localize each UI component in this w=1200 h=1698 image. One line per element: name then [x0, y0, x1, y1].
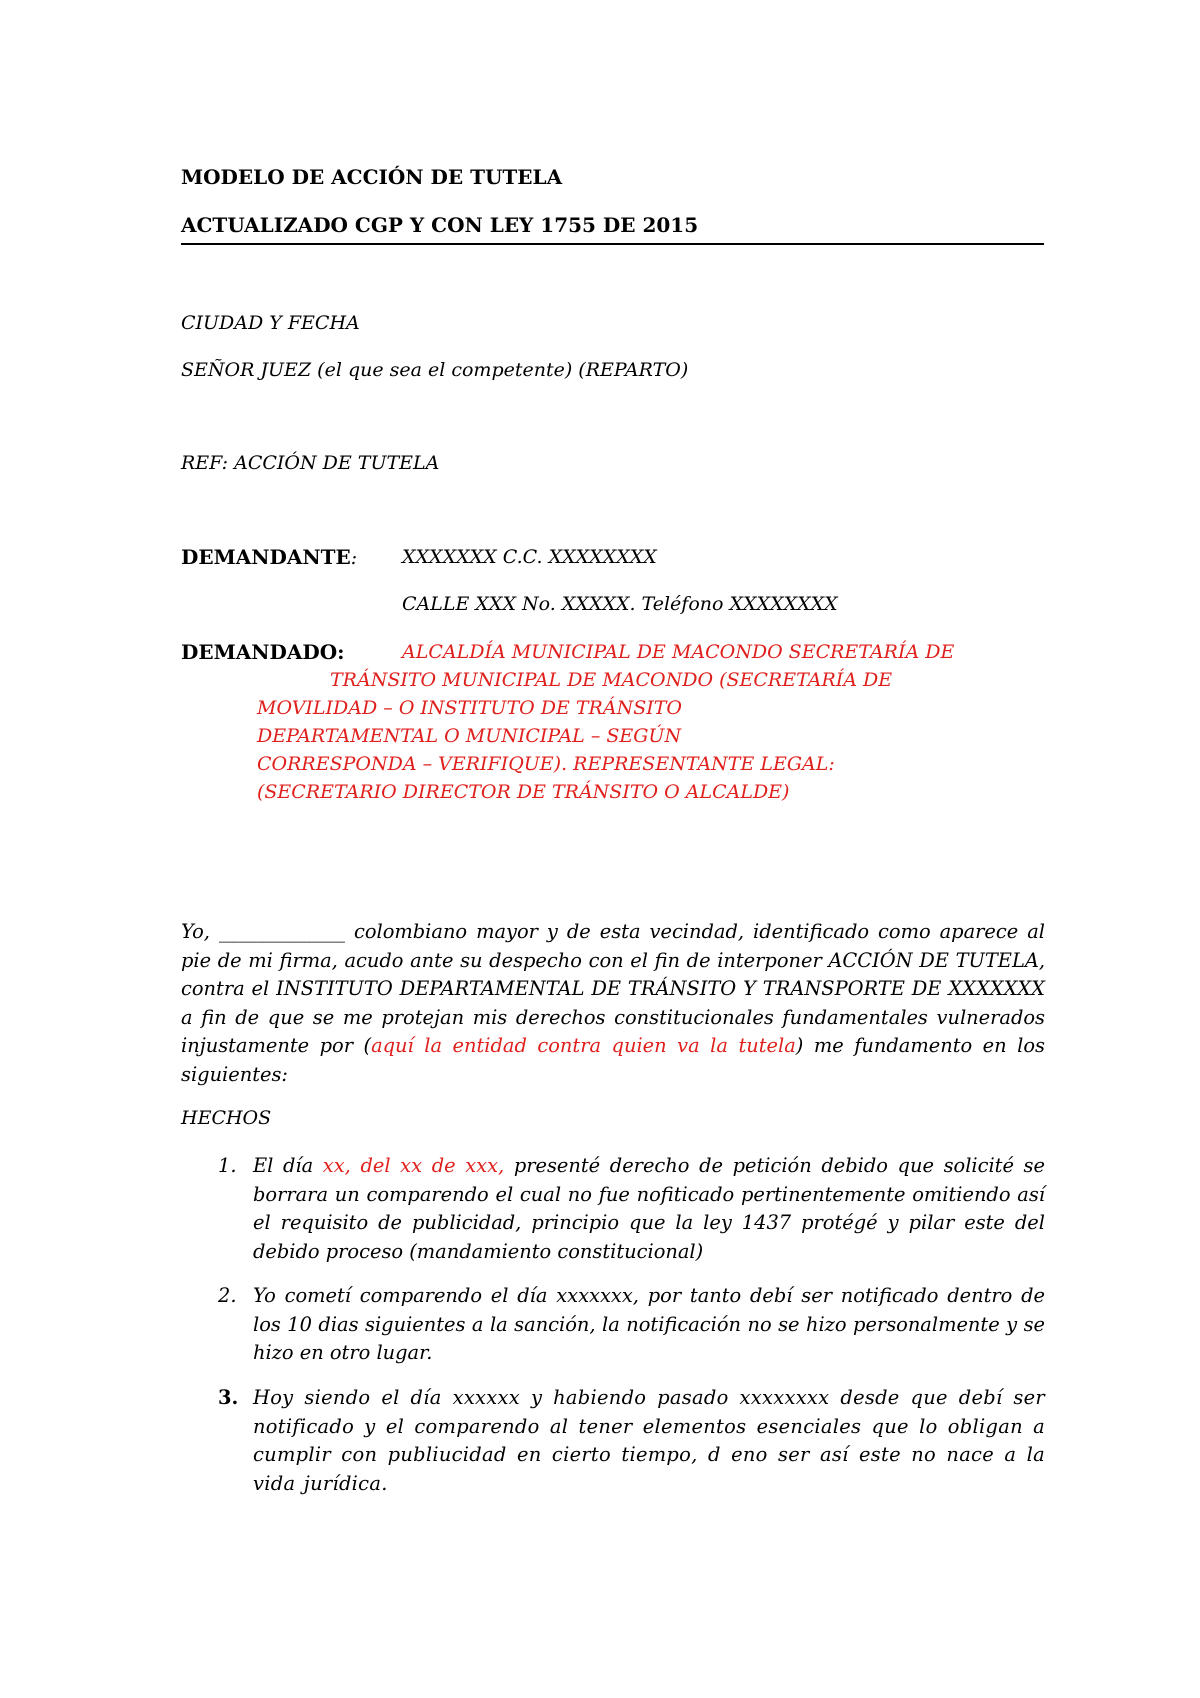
- title-underline: [181, 243, 1044, 245]
- demandante-address: CALLE XXX No. XXXXX. Teléfono XXXXXXXX: [402, 593, 838, 615]
- demandado-line: MOVILIDAD – O INSTITUTO DE TRÁNSITO: [257, 697, 682, 719]
- list-item-text: Hoy siendo el día xxxxxx y habiendo pasado xxxxxxxx desde que debí ser notificado y el comparendo al tener elementos esenciales que lo obligan a cumplir con publiucidad en cierto tiempo, d eno ser así este no nace a la vida jurídica.: [253, 1386, 1045, 1495]
- demandado-line: TRÁNSITO MUNICIPAL DE MACONDO (SECRETARÍA DE: [330, 669, 893, 691]
- demandado-label: DEMANDADO:: [181, 640, 345, 664]
- demandado-line: DEPARTAMENTAL O MUNICIPAL – SEGÚN: [257, 725, 682, 747]
- list-item-number: 1.: [218, 1154, 237, 1177]
- hechos-heading: HECHOS: [181, 1107, 272, 1129]
- entity-placeholder: aquí la entidad contra quien va la tutela: [371, 1034, 796, 1058]
- date-placeholder: xx, del xx de xxx,: [322, 1154, 505, 1177]
- list-item-number: 2.: [218, 1284, 237, 1307]
- list-item-text-end: presenté derecho de petición debido que solicité se borrara un comparendo el cual no fue nofiticado pertinentemente omitiendo así el requisito de publicidad, principio que la ley 1437 protégé y pilar este del debido proceso (mandamiento constitucional): [253, 1154, 1045, 1263]
- judge-address: SEÑOR JUEZ (el que sea el competente) (REPARTO): [181, 359, 689, 381]
- list-item-text: Yo cometí comparendo el día xxxxxxx, por tanto debí ser notificado dentro de los 10 dias siguientes a la sanción, la notificación no se hizo personalmente y se hizo en otro lugar.: [253, 1284, 1045, 1365]
- list-item-text-start: El día: [253, 1154, 323, 1177]
- demandante-label-wrap: [181, 545, 357, 569]
- document-title: MODELO DE ACCIÓN DE TUTELA: [181, 165, 563, 189]
- demandante-label: DEMANDANTE: [181, 545, 351, 569]
- intro-text: Yo, _____________ colombiano mayor y de esta vecindad, identificado como aparece al pie de mi firma, acudo ante su despecho con el fin de interponer ACCIÓN DE TUTELA, contra el INSTITUTO DEPARTAMENTAL DE TRÁNSITO Y TRANSPORTE DE XXXXXXX a fin de que se me protejan mis derechos constitucionales fundamentales vulnerados injustamente por (: [181, 920, 1045, 1058]
- list-item-number: 3.: [218, 1386, 239, 1409]
- reference: REF: ACCIÓN DE TUTELA: [181, 452, 440, 474]
- demandado-line: CORRESPONDA – VERIFIQUE). REPRESENTANTE LEGAL:: [257, 753, 835, 775]
- city-date: CIUDAD Y FECHA: [181, 312, 360, 334]
- list-item-text: [253, 1152, 1045, 1266]
- demandado-line: ALCALDÍA MUNICIPAL DE MACONDO SECRETARÍA DE: [402, 641, 955, 663]
- demandante-colon: :: [350, 547, 358, 569]
- demandado-line: (SECRETARIO DIRECTOR DE TRÁNSITO O ALCALDE): [257, 781, 790, 803]
- intro-text-end: ) me fundamento en los siguientes:: [181, 1034, 1045, 1086]
- document-subtitle: ACTUALIZADO CGP Y CON LEY 1755 DE 2015: [181, 213, 699, 237]
- intro-paragraph: [181, 918, 1045, 1090]
- demandante-id: XXXXXXX C.C. XXXXXXXX: [402, 546, 657, 568]
